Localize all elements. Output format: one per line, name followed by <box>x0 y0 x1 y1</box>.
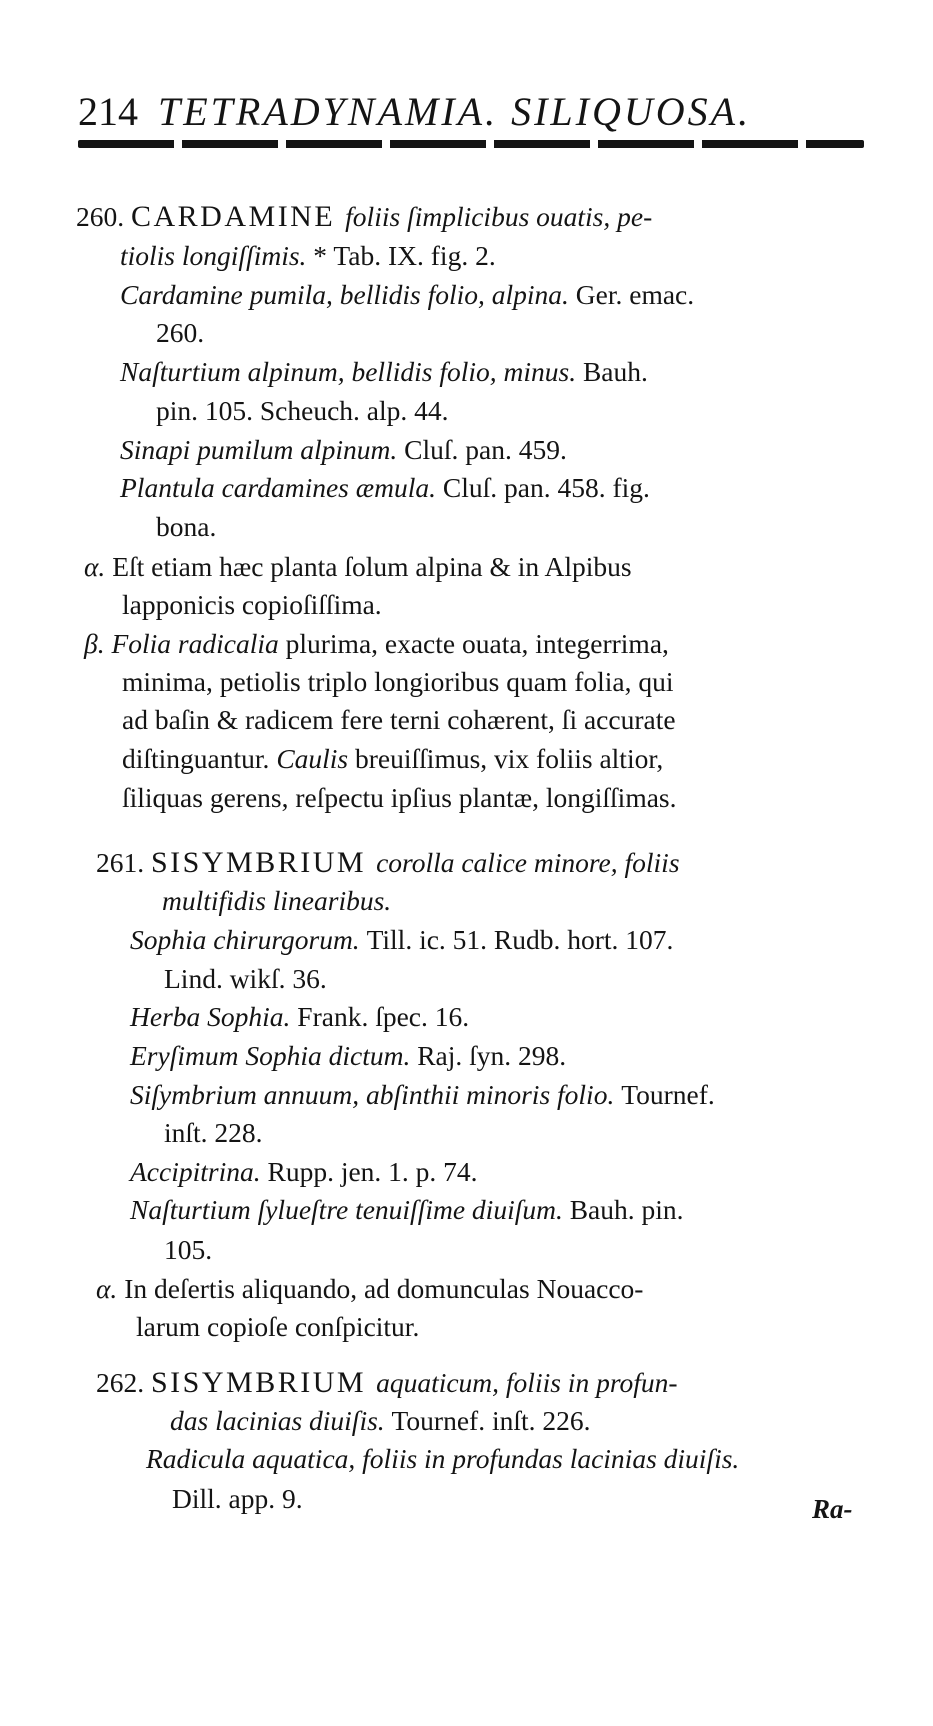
entry-261-line <box>130 921 673 959</box>
roman-text: ſiliquas gerens, reſpectu ipſius plantæ, longiſſimas. <box>122 782 677 813</box>
italic-text: β. Folia radicalia <box>84 628 286 659</box>
roman-text: bona. <box>156 511 217 542</box>
roman-text: Bauh. pin. <box>569 1194 684 1225</box>
entry-260-line <box>156 392 449 430</box>
roman-text: Dill. app. 9. <box>172 1483 303 1514</box>
entry-261-line <box>130 1153 478 1191</box>
roman-text: In deſertis aliquando, ad domunculas Nouacco- <box>124 1273 644 1304</box>
entry-261-line <box>130 1037 566 1075</box>
italic-text: Accipitrina. <box>130 1156 268 1187</box>
roman-text: 261. <box>96 847 151 878</box>
entry-262-line <box>170 1402 591 1440</box>
italic-text: multifidis linearibus. <box>162 885 392 916</box>
roman-text: ad baſin & radicem fere terni cohærent, ſi accurate <box>122 704 676 735</box>
entry-262-line <box>146 1440 739 1478</box>
roman-text: 262. <box>96 1367 151 1398</box>
genus-name: SISYMBRIUM <box>151 846 377 879</box>
italic-text: das lacinias diuiſis. <box>170 1405 392 1436</box>
roman-text: Frank. ſpec. 16. <box>297 1001 470 1032</box>
entry-262-line <box>96 1364 678 1402</box>
roman-text: pin. 105. Scheuch. alp. 44. <box>156 395 449 426</box>
header-rule <box>78 140 864 148</box>
entry-260-line <box>122 740 663 778</box>
roman-text: Ger. emac. <box>575 279 695 310</box>
roman-text: diſtinguantur. <box>122 743 277 774</box>
italic-text: Radicula aquatica, foliis in profundas lacinias diuiſis. <box>146 1443 740 1474</box>
entry-262-line <box>172 1480 303 1518</box>
roman-text: inſt. 228. <box>164 1117 263 1148</box>
entry-260-line <box>84 625 669 663</box>
italic-text: α. <box>84 551 113 582</box>
entry-261-line <box>130 1076 715 1114</box>
entry-261-line <box>130 1191 684 1229</box>
roman-text: minima, petiolis triplo longioribus quam folia, qui <box>122 666 674 697</box>
roman-text: Bauh. <box>582 356 648 387</box>
italic-text: Plantula cardamines æmula. <box>120 472 443 503</box>
roman-text: Rupp. jen. 1. p. 74. <box>267 1156 478 1187</box>
italic-text: Herba Sophia. <box>130 1001 298 1032</box>
roman-text: 260. <box>156 317 205 348</box>
italic-text: foliis ſimplicibus ouatis, pe- <box>345 201 653 232</box>
italic-text: α. <box>96 1273 125 1304</box>
entry-261-line <box>164 1114 263 1152</box>
page-number: 214 <box>78 89 138 134</box>
entry-260-line <box>76 198 652 236</box>
italic-text: Siſymbrium annuum, abſinthii minoris folio. <box>130 1079 622 1110</box>
entry-260-line <box>120 237 496 275</box>
entry-261-line <box>164 960 327 998</box>
entry-261-line <box>130 998 469 1036</box>
roman-text: Cluſ. pan. 458. fig. <box>442 472 650 503</box>
genus-name: SISYMBRIUM <box>151 1366 377 1399</box>
roman-text: Lind. wikſ. 36. <box>164 963 327 994</box>
italic-text: corolla calice minore, foliis <box>376 847 680 878</box>
roman-text: 105. <box>164 1234 213 1265</box>
entry-260-line <box>122 586 382 624</box>
entry-260-line <box>156 314 204 352</box>
roman-text: Raj. ſyn. 298. <box>417 1040 567 1071</box>
entry-261-line <box>162 882 391 920</box>
entry-261-line <box>96 844 680 882</box>
entry-261-line <box>164 1231 212 1269</box>
entry-260-line <box>122 779 677 817</box>
entry-261-line <box>96 1270 643 1308</box>
entry-260-line <box>120 276 694 314</box>
entry-260-line <box>122 663 673 701</box>
entry-261-line <box>136 1308 419 1346</box>
roman-text: * Tab. IX. fig. 2. <box>313 240 496 271</box>
italic-text: Cardamine pumila, bellidis folio, alpina. <box>120 279 576 310</box>
catchword: Ra- <box>812 1494 853 1524</box>
genus-name: CARDAMINE <box>131 200 346 233</box>
italic-text: Naſturtium ſylueſtre tenuiſſime diuiſum. <box>130 1194 570 1225</box>
italic-text: Sinapi pumilum alpinum. <box>120 434 405 465</box>
roman-text: Tournef. inſt. 226. <box>391 1405 591 1436</box>
italic-text: Sophia chirurgorum. <box>130 924 367 955</box>
roman-text: lapponicis copioſiſſima. <box>122 589 382 620</box>
italic-text: aquaticum, foliis in profun- <box>376 1367 678 1398</box>
page-header <box>78 84 868 140</box>
italic-text: tiolis longiſſimis. <box>120 240 314 271</box>
running-head: TETRADYNAMIA. SILIQUOSA. <box>158 89 752 134</box>
entry-260-line <box>84 548 632 586</box>
italic-text: Naſturtium alpinum, bellidis folio, minus. <box>120 356 583 387</box>
entry-260-line <box>122 701 676 739</box>
entry-260-line <box>120 431 567 469</box>
entry-260-line <box>120 469 650 507</box>
roman-text: Tournef. <box>621 1079 715 1110</box>
italic-text: Caulis <box>276 743 356 774</box>
roman-text: Cluſ. pan. 459. <box>404 434 567 465</box>
italic-text: Eryſimum Sophia dictum. <box>130 1040 418 1071</box>
roman-text: breuiſſimus, vix foliis altior, <box>355 743 664 774</box>
roman-text: larum copioſe conſpicitur. <box>136 1311 420 1342</box>
roman-text: Till. ic. 51. Rudb. hort. 107. <box>366 924 674 955</box>
roman-text: Eſt etiam hæc planta ſolum alpina & in Alpibus <box>112 551 632 582</box>
roman-text: plurima, exacte ouata, integerrima, <box>285 628 669 659</box>
entry-260-line <box>156 508 216 546</box>
entry-260-line <box>120 353 648 391</box>
roman-text: 260. <box>76 201 131 232</box>
